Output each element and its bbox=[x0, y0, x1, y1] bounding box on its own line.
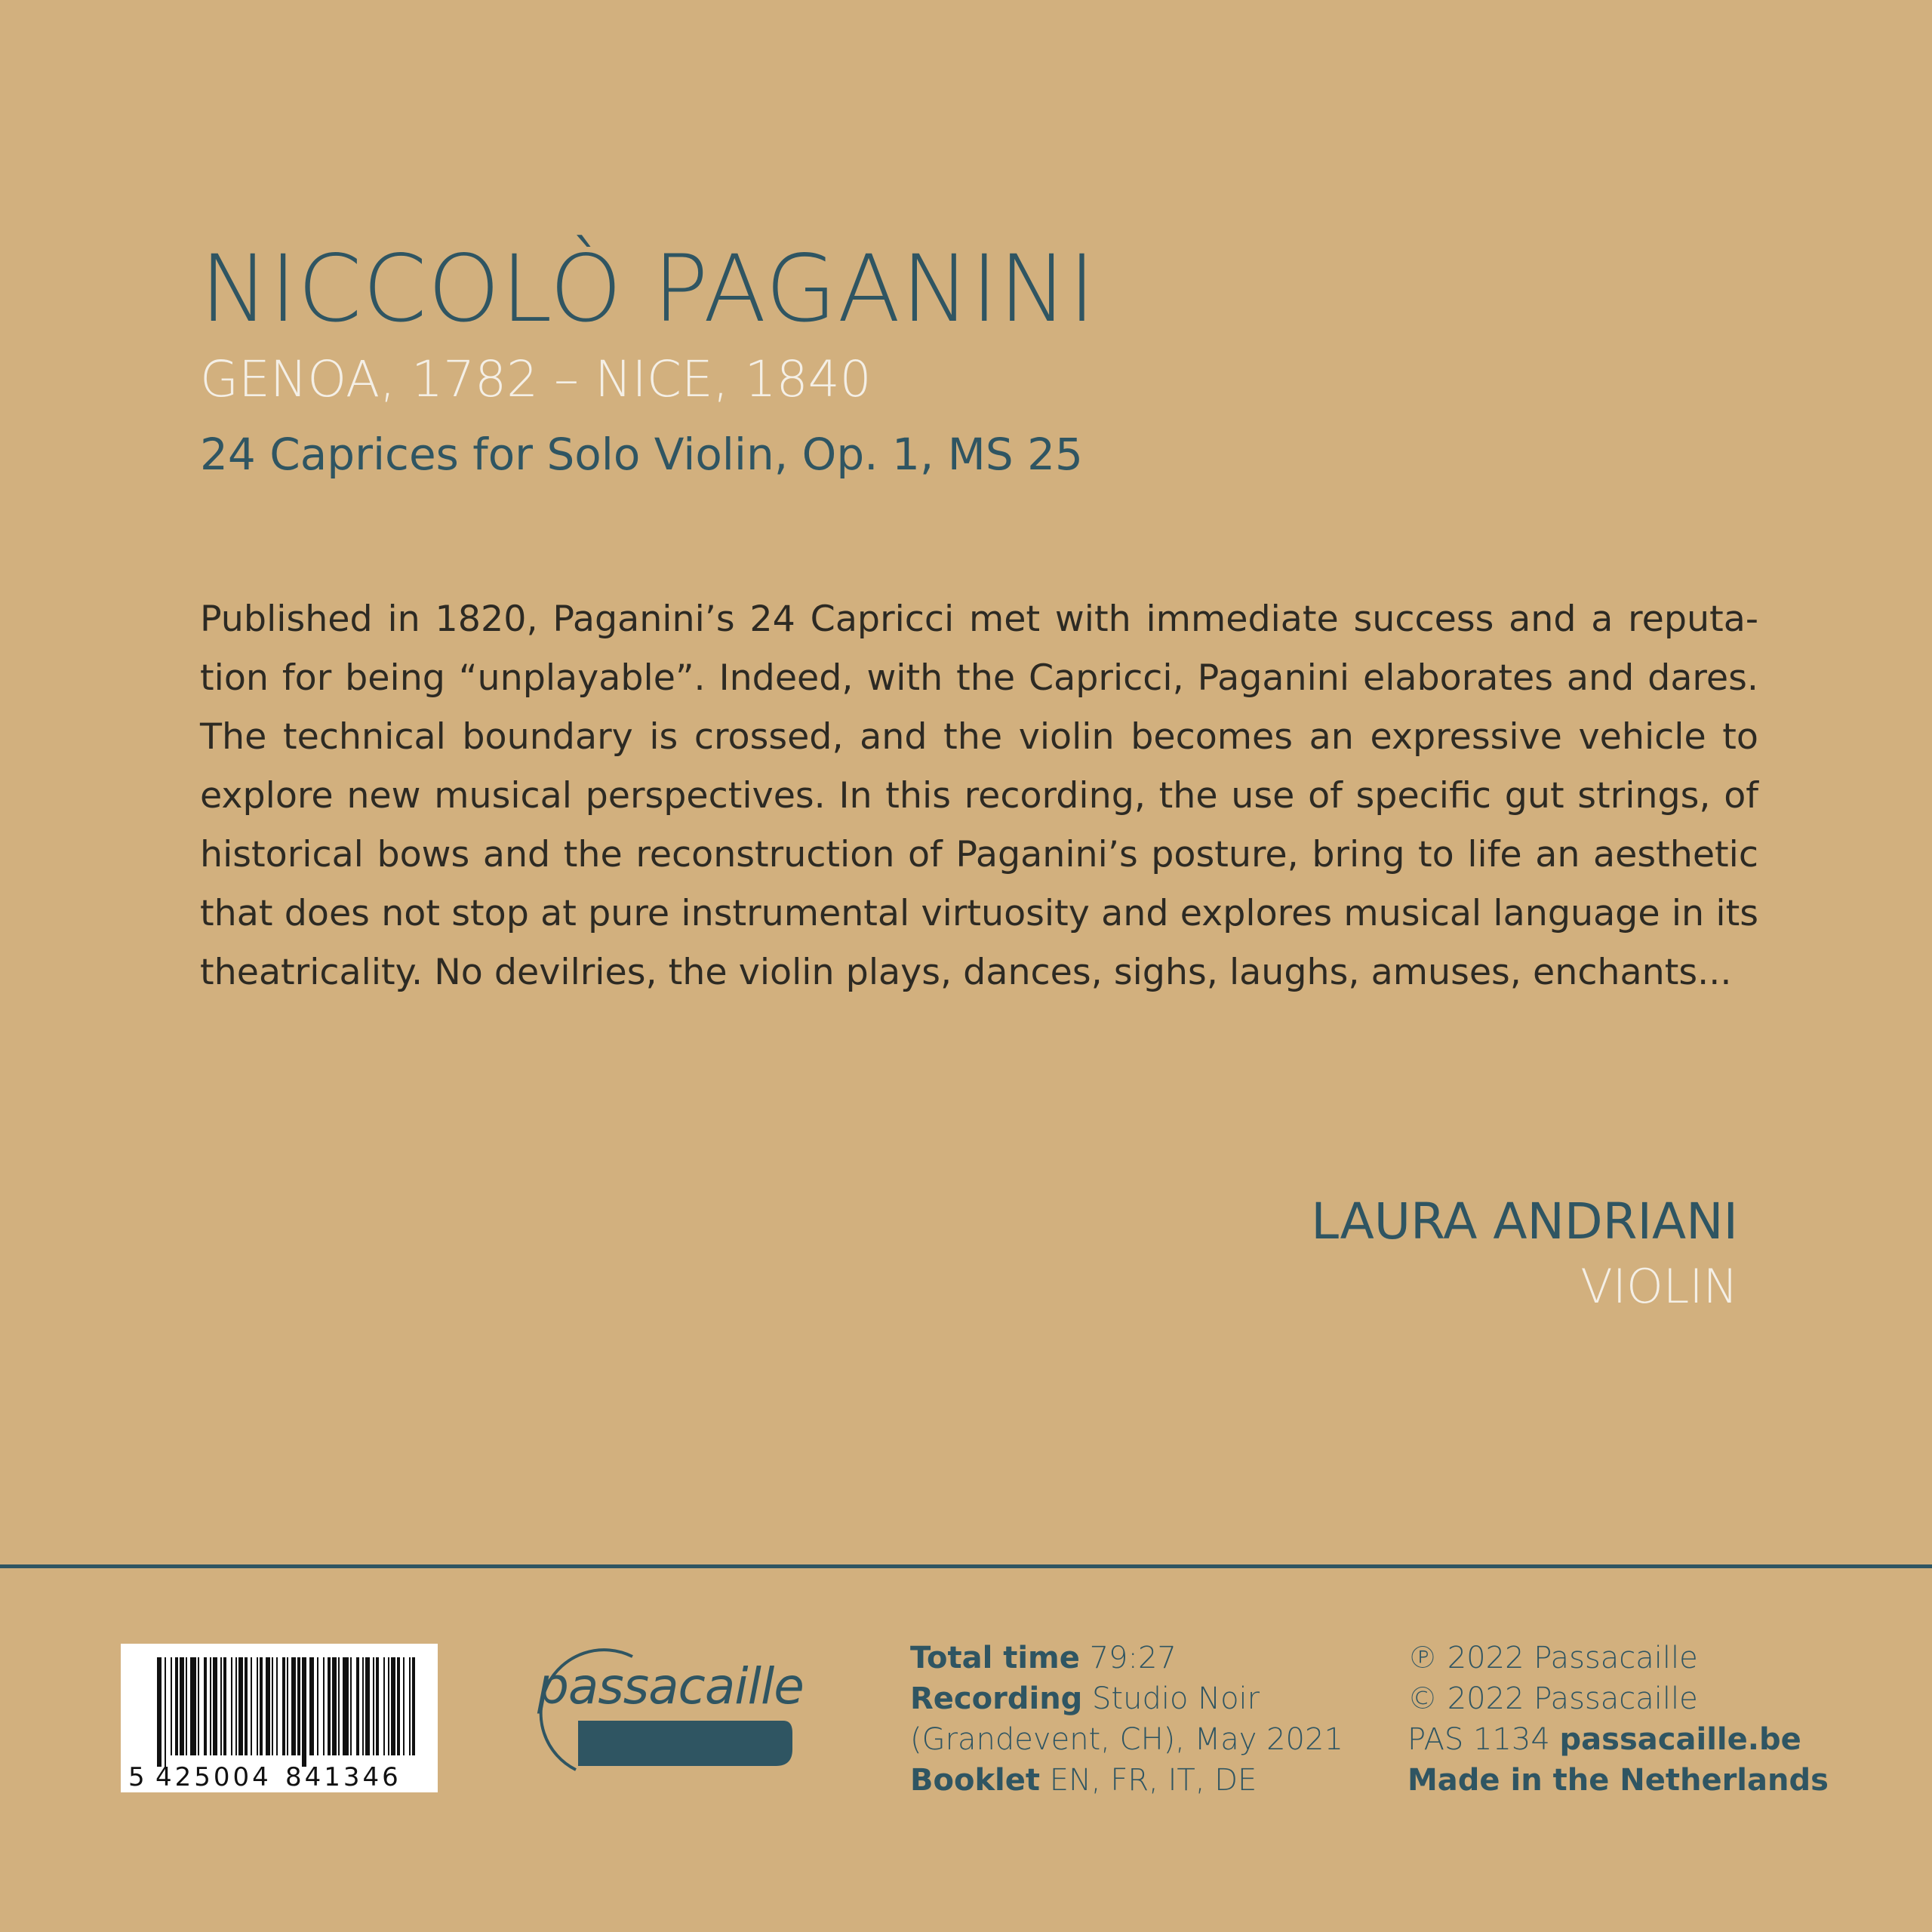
credits-block bbox=[910, 1638, 1343, 1801]
logo-text: passacaille bbox=[537, 1657, 804, 1715]
passacaille-logo bbox=[519, 1636, 804, 1780]
copyright-line: © 2022 Passacaille bbox=[1407, 1681, 1698, 1716]
booklet-row bbox=[910, 1760, 1343, 1801]
total-time-row bbox=[910, 1638, 1343, 1678]
performer-name: LAURA ANDRIANI bbox=[1311, 1192, 1738, 1251]
phonogram-line: ℗ 2022 Passacaille bbox=[1407, 1641, 1698, 1675]
catalog-row bbox=[1407, 1719, 1829, 1760]
rights-block bbox=[1407, 1638, 1829, 1801]
performer-instrument: VIOLIN bbox=[1580, 1259, 1738, 1314]
divider-line bbox=[0, 1564, 1932, 1568]
total-time-label: Total time bbox=[910, 1641, 1080, 1675]
recording-label: Recording bbox=[910, 1681, 1083, 1716]
barcode-group1: 425004 bbox=[155, 1762, 272, 1792]
barcode-group2: 841346 bbox=[285, 1762, 401, 1792]
composer-dates: GENOA, 1782 – NICE, 1840 bbox=[200, 350, 872, 408]
made-in-line: Made in the Netherlands bbox=[1407, 1763, 1829, 1798]
booklet-label: Booklet bbox=[910, 1763, 1041, 1798]
barcode bbox=[121, 1644, 438, 1792]
recording-value-line2: (Grandevent, CH), May 2021 bbox=[910, 1722, 1343, 1757]
description-text: Published in 1820, Paganini’s 24 Capricci met with immediate success and a reputa-tion for being “unplayable”. Indeed, with the Capricci, Paganini elaborates and dares. The technical boundary is crossed, and the violin becomes an expressive vehicle to explore new musical perspectives. In this recording, the use of specific gut strings, of historical bows and the reconstruction of Paganini’s posture, bring to life an aesthetic that does not stop at pure instrumental virtuosity and explores musical language in its theatricality. No devilries, the violin plays, dances, sighs, laughs, amuses, enchants... bbox=[200, 598, 1758, 993]
barcode-icon bbox=[121, 1644, 438, 1792]
composer-name: NICCOLÒ PAGANINI bbox=[200, 235, 1097, 343]
total-time-value: 79:27 bbox=[1089, 1641, 1177, 1675]
recording-row bbox=[910, 1678, 1343, 1719]
work-title: 24 Caprices for Solo Violin, Op. 1, MS 25 bbox=[200, 429, 1083, 480]
recording-value-line1: Studio Noir bbox=[1092, 1681, 1260, 1716]
website-link[interactable]: passacaille.be bbox=[1559, 1722, 1801, 1757]
catalog-number: PAS 1134 bbox=[1407, 1722, 1550, 1757]
booklet-value: EN, FR, IT, DE bbox=[1049, 1763, 1257, 1798]
barcode-lead-digit: 5 bbox=[128, 1762, 145, 1792]
